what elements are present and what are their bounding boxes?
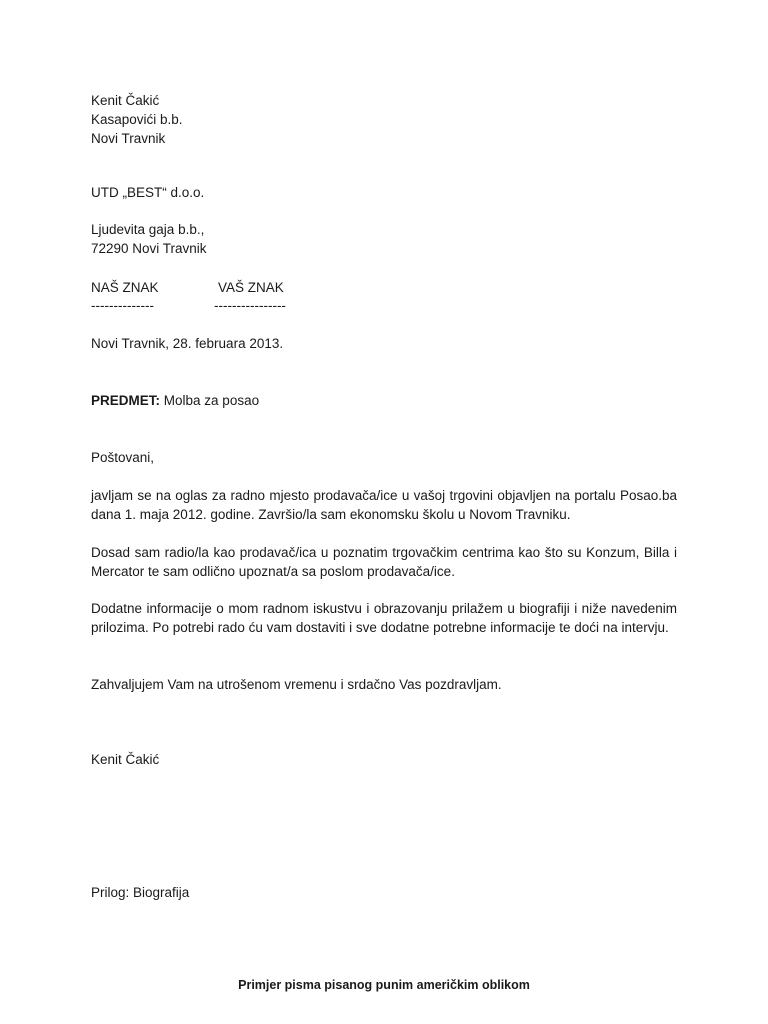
- sender-city: Novi Travnik: [91, 131, 166, 146]
- body-paragraph: Dosad sam radio/la kao prodavač/ica u poznatim trgovačkim centrima kao što su Konzum, Billa i Mercator te sam odlično upoznat/a sa poslom prodavača/ice.: [91, 545, 677, 579]
- our-reference-label: NAŠ ZNAK: [91, 280, 159, 295]
- sender-address: Kasapovići b.b.: [91, 112, 183, 127]
- date-line: Novi Travnik, 28. februara 2013.: [91, 336, 284, 351]
- document-caption: Primjer pisma pisanog punim američkim oblikom: [238, 978, 530, 992]
- recipient-city: 72290 Novi Travnik: [91, 241, 207, 256]
- our-reference-value: --------------: [91, 298, 154, 313]
- sender-name: Kenit Čakić: [91, 93, 160, 108]
- body-paragraph: Zahvaljujem Vam na utrošenom vremenu i srdačno Vas pozdravljam.: [91, 677, 502, 692]
- signature-name: Kenit Čakić: [91, 752, 160, 767]
- body-paragraph: javljam se na oglas za radno mjesto prodavača/ice u vašoj trgovini objavljen na portalu Posao.ba dana 1. maja 2012. godine. Završio/la sam ekonomsku školu u Novom Travniku.: [91, 488, 677, 522]
- subject-text: Molba za posao: [163, 393, 260, 408]
- greeting: Poštovani,: [91, 450, 155, 465]
- recipient-company: UTD „BEST“ d.o.o.: [91, 185, 205, 200]
- subject-label: PREDMET:: [91, 393, 161, 408]
- your-reference-label: VAŠ ZNAK: [218, 280, 284, 295]
- attachment-note: Prilog: Biografija: [91, 885, 190, 900]
- subject-line: [91, 391, 259, 410]
- recipient-street: Ljudevita gaja b.b.,: [91, 222, 205, 237]
- your-reference-value: ----------------: [214, 298, 286, 313]
- body-paragraph: Dodatne informacije o mom radnom iskustvu i obrazovanju prilažem u biografiji i niže navedenim prilozima. Po potrebi rado ću vam dostaviti i sve dodatne potrebne informacije te doći na intervju.: [91, 601, 677, 635]
